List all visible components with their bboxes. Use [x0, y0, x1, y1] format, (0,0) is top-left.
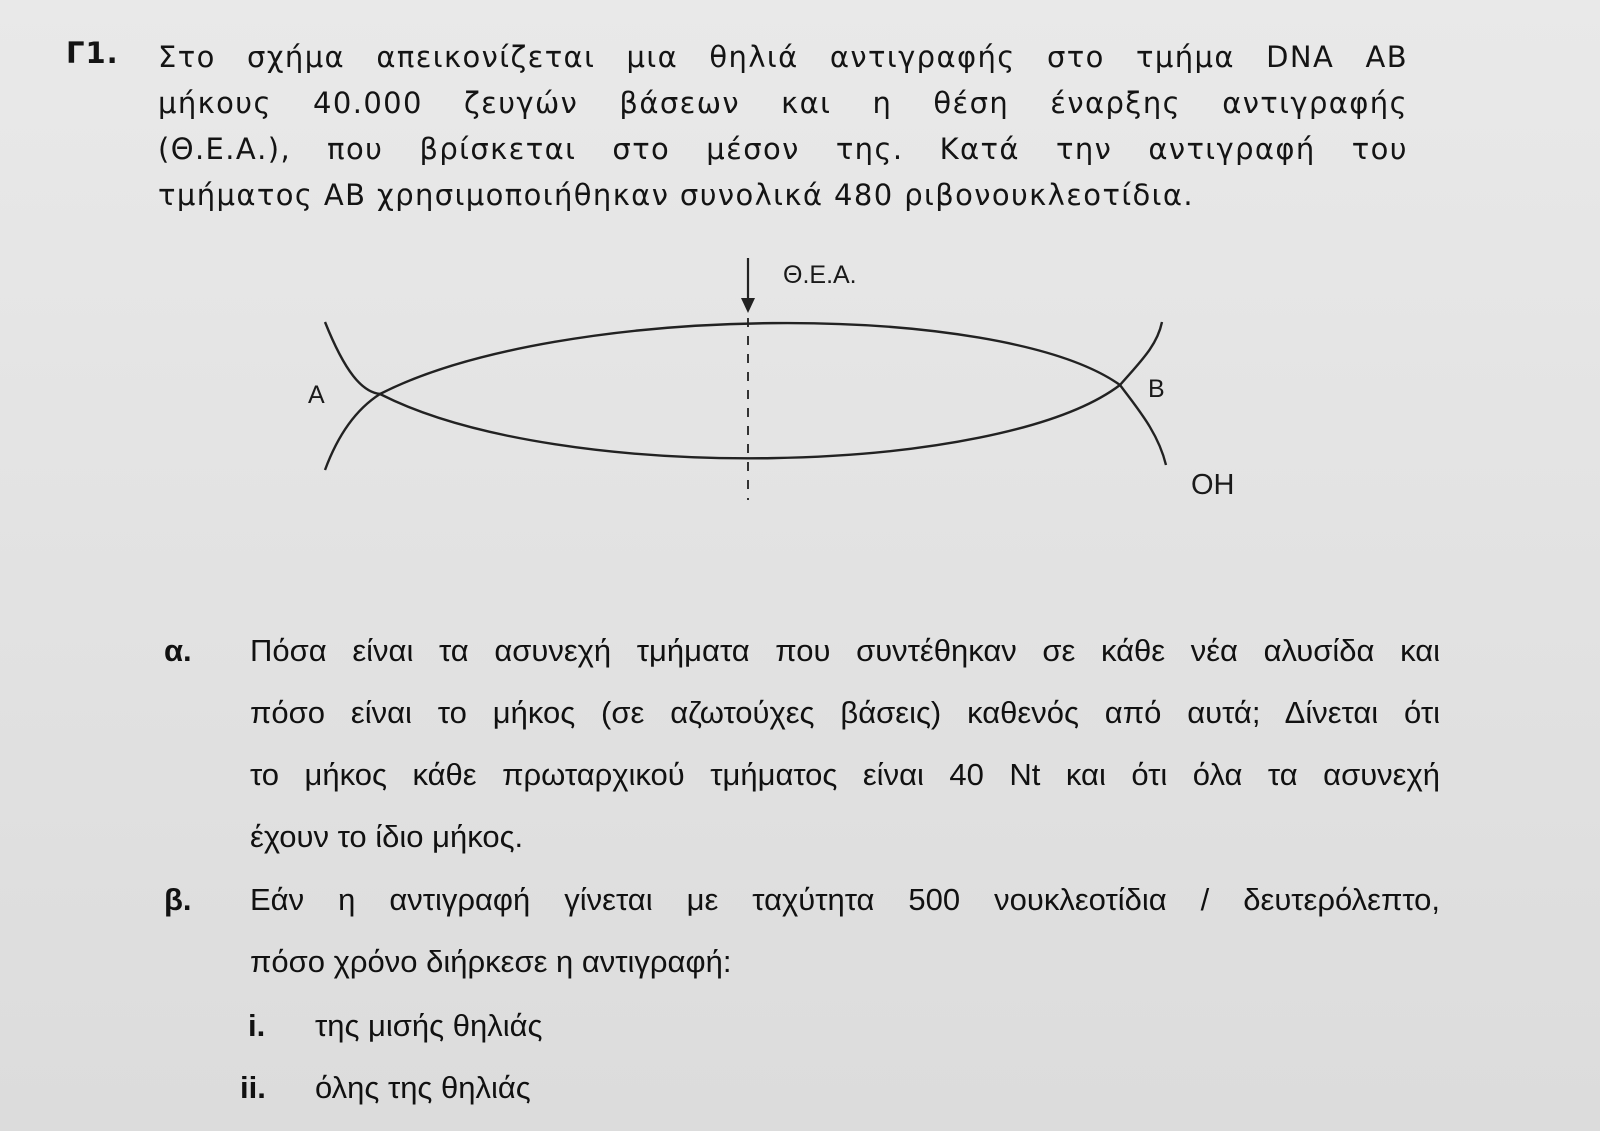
sub-question-letter: α. — [164, 633, 192, 668]
intro-line: (Θ.Ε.Α.), που βρίσκεται στο μέσον της. Κατά την αντιγραφή του — [158, 132, 1408, 166]
intro-line: μήκους 40.000 ζευγών βάσεων και η θέση έναρξης αντιγραφής — [158, 86, 1408, 120]
text-line: πόσο είναι το μήκος (σε αζωτούχες βάσεις) καθενός από αυτά; Δίνεται ότι — [250, 695, 1440, 730]
text-line: έχουν το ίδιο μήκος. — [250, 819, 524, 854]
sub-question-text — [250, 620, 1440, 868]
origin-label: Θ.Ε.Α. — [783, 261, 857, 289]
end-b-label: B — [1148, 375, 1165, 403]
oh-label: OH — [1191, 469, 1235, 501]
upper-strand — [325, 322, 1162, 394]
end-a-label: A — [308, 381, 325, 409]
lower-strand — [325, 385, 1166, 470]
question-number: Γ1. — [66, 36, 119, 70]
sub-item-text: όλης της θηλιάς — [315, 1070, 531, 1105]
text-line: το μήκος κάθε πρωταρχικού τμήματος είναι 40 Nt και ότι όλα τα ασυνεχή — [250, 757, 1440, 792]
sub-question-text — [250, 869, 1440, 993]
text-line: πόσο χρόνο διήρκεσε η αντιγραφή: — [250, 944, 732, 979]
intro-line: Στο σχήμα απεικονίζεται μια θηλιά αντιγραφής στο τμήμα DNA AB — [158, 40, 1408, 74]
sub-item-number: i. — [248, 1008, 266, 1043]
sub-item-number: ii. — [240, 1070, 266, 1105]
text-line: Πόσα είναι τα ασυνεχή τμήματα που συντέθηκαν σε κάθε νέα αλυσίδα και — [250, 633, 1440, 668]
origin-arrow-head — [741, 298, 755, 313]
intro-line: τμήματος AB χρησιμοποιήθηκαν συνολικά 480 ριβονουκλεοτίδια. — [158, 178, 1195, 212]
sub-question-letter: β. — [164, 882, 192, 917]
sub-item-text: της μισής θηλιάς — [315, 1008, 543, 1043]
text-line: Εάν η αντιγραφή γίνεται με ταχύτητα 500 νουκλεοτίδια / δευτερόλεπτο, — [250, 882, 1440, 917]
